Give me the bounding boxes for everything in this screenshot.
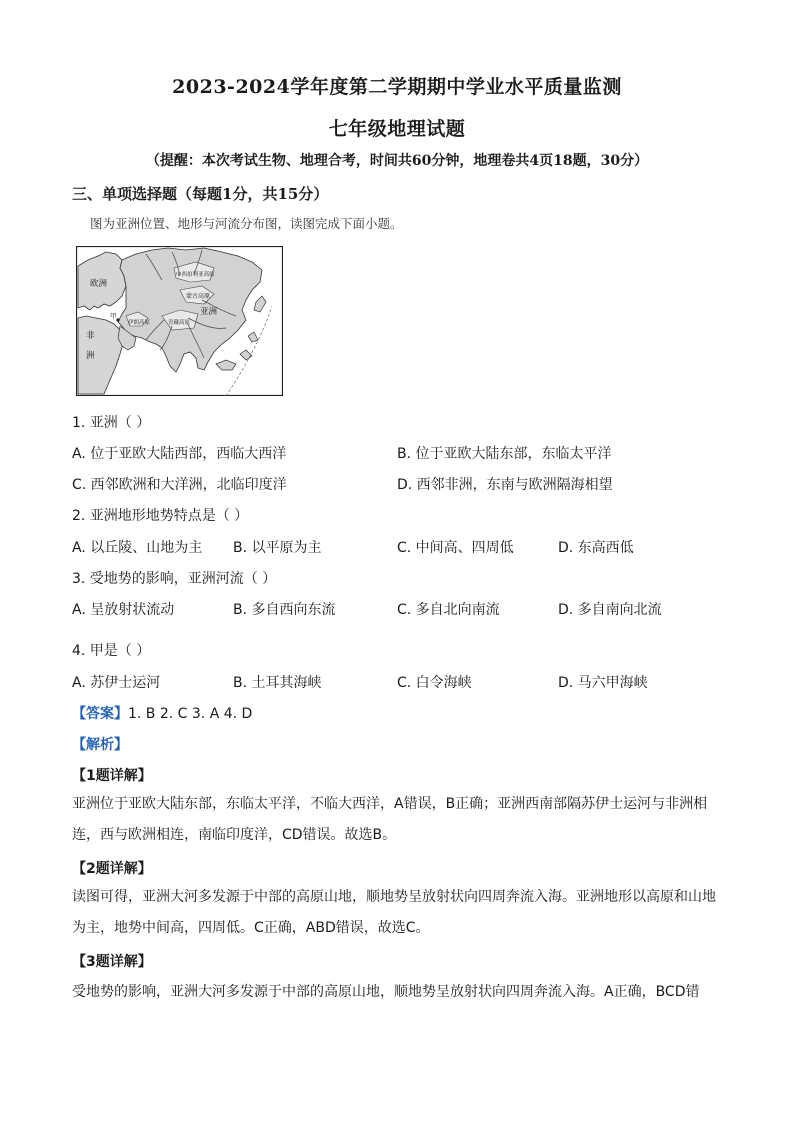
question-4-option-b[interactable]: B. 土耳其海峡 — [233, 675, 322, 691]
section-heading: 三、单项选择题（每题1分，共15分） — [72, 185, 329, 203]
label-jia: 甲 — [110, 312, 117, 320]
question-3-option-b[interactable]: B. 多自西向东流 — [233, 602, 336, 618]
question-4-option-a[interactable]: A. 苏伊士运河 — [72, 675, 161, 691]
question-4-option-c[interactable]: C. 白令海峡 — [397, 675, 472, 691]
question-2-option-d[interactable]: D. 东高西低 — [558, 540, 634, 556]
exam-notice: （提醒：本次考试生物、地理合考，时间共60分钟，地理卷共4页18题，30分） — [145, 153, 649, 169]
label-mongolian-plateau: 蒙古高原 — [186, 293, 211, 300]
exam-title: 2023-2024学年度第二学期期中学业水平质量监测 — [172, 76, 622, 98]
question-4-stem: 4. 甲是（ ） — [72, 643, 151, 659]
question-4-option-d[interactable]: D. 马六甲海峡 — [558, 675, 648, 691]
label-iranian-plateau: 伊朗高原 — [128, 320, 151, 326]
analysis-2-line-1: 读图可得，亚洲大河多发源于中部的高原山地，顺地势呈放射状向四周奔流入海。亚洲地形以高原和山地 — [72, 889, 716, 905]
question-2-option-a[interactable]: A. 以丘陵、山地为主 — [72, 540, 203, 556]
section-intro: 图为亚洲位置、地形与河流分布图，读图完成下面小题。 — [90, 216, 403, 231]
question-3-stem: 3. 受地势的影响，亚洲河流（ ） — [72, 571, 277, 587]
answer-line — [72, 703, 252, 723]
question-3-option-c[interactable]: C. 多自北向南流 — [397, 602, 500, 618]
answer-label: 【答案】 — [72, 706, 128, 722]
question-2-option-b[interactable]: B. 以平原为主 — [233, 540, 322, 556]
answer-values: 1. B 2. C 3. A 4. D — [128, 706, 253, 722]
analysis-3-line-1: 受地势的影响，亚洲大河多发源于中部的高原山地，顺地势呈放射状向四周奔流入海。A正确，BCD错 — [72, 984, 700, 1000]
jia-marker — [116, 318, 119, 321]
analysis-2-line-2: 为主，地势中间高，四周低。C正确，ABD错误，故选C。 — [72, 920, 430, 936]
question-3-option-d[interactable]: D. 多自南向北流 — [558, 602, 662, 618]
question-1-option-b[interactable]: B. 位于亚欧大陆东部，东临太平洋 — [397, 446, 612, 462]
label-central-siberian-plateau: 中西伯利亚高原 — [176, 272, 215, 278]
question-2-stem: 2. 亚洲地形地势特点是（ ） — [72, 508, 249, 524]
analysis-2-heading: 【2题详解】 — [72, 861, 152, 877]
label-europe: 欧洲 — [90, 279, 108, 289]
exam-subtitle: 七年级地理试题 — [328, 118, 466, 140]
analysis-1-line-2: 连，西与欧洲相连，南临印度洋，CD错误。故选B。 — [72, 827, 397, 843]
question-2-option-c[interactable]: C. 中间高、四周低 — [397, 540, 514, 556]
label-asia: 亚洲 — [200, 307, 218, 317]
question-1-stem: 1. 亚洲（ ） — [72, 415, 151, 431]
analysis-3-heading: 【3题详解】 — [72, 954, 152, 970]
asia-map — [76, 246, 283, 396]
label-africa-1: 非 — [86, 331, 95, 341]
analysis-label: 【解析】 — [72, 737, 128, 753]
analysis-1-heading: 【1题详解】 — [72, 768, 152, 784]
question-3-option-a[interactable]: A. 呈放射状流动 — [72, 602, 175, 618]
question-1-option-c[interactable]: C. 西邻欧洲和大洋洲，北临印度洋 — [72, 477, 287, 493]
label-tibetan-plateau: 青藏高原 — [168, 320, 191, 326]
question-1-option-a[interactable]: A. 位于亚欧大陆西部，西临大西洋 — [72, 446, 287, 462]
label-africa-2: 洲 — [86, 351, 95, 361]
question-1-option-d[interactable]: D. 西邻非洲，东南与欧洲隔海相望 — [397, 477, 613, 493]
analysis-1-line-1: 亚洲位于亚欧大陆东部，东临太平洋，不临大西洋，A错误，B正确；亚洲西南部隔苏伊士运河与非洲相 — [72, 796, 708, 812]
